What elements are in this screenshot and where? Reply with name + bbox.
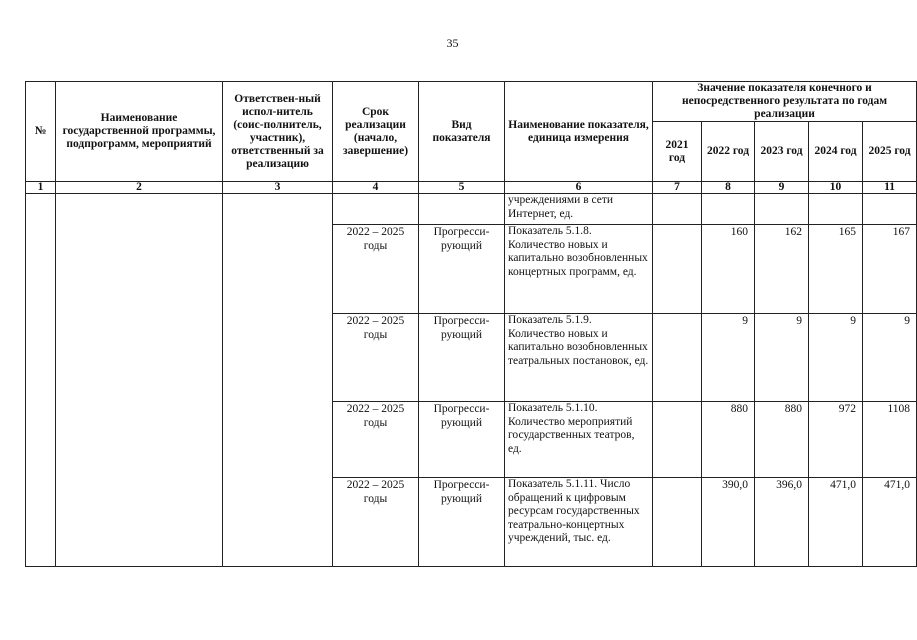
cell-program-name [56,194,223,567]
header-indicator-type: Вид показателя [419,82,505,182]
cell-value-2023: 9 [755,314,809,402]
cell-executor [223,194,333,567]
cell-indicator-name: учреждениями в сети Интернет, ед. [505,194,653,225]
cell-indicator-type: Прогресси-рующий [419,402,505,478]
cell-value-2025: 1108 [863,402,917,478]
column-number: 7 [653,182,702,194]
cell-value-2024: 165 [809,225,863,314]
cell-indicator-name: Показатель 5.1.8. Количество новых и капитально возобновленных концертных программ, ед. [505,225,653,314]
cell-indicator-type [419,194,505,225]
column-number: 3 [223,182,333,194]
cell-term: 2022 – 2025 годы [333,402,419,478]
column-number: 9 [755,182,809,194]
cell-value-2023: 396,0 [755,478,809,567]
column-number: 6 [505,182,653,194]
column-number: 2 [56,182,223,194]
cell-value-2024 [809,194,863,225]
cell-value-2025: 167 [863,225,917,314]
header-term: Срок реализации (начало, завершение) [333,82,419,182]
cell-value-2024: 471,0 [809,478,863,567]
cell-value-2024: 972 [809,402,863,478]
header-year-2024: 2024 год [809,122,863,182]
cell-value-2022: 160 [702,225,755,314]
cell-value-2023 [755,194,809,225]
header-year-2023: 2023 год [755,122,809,182]
header-values-group: Значение показателя конечного и непосредственного результата по годам реализации [653,82,917,122]
cell-indicator-type: Прогресси-рующий [419,314,505,402]
cell-value-2025: 471,0 [863,478,917,567]
column-number: 1 [26,182,56,194]
header-year-2025: 2025 год [863,122,917,182]
header-year-2022: 2022 год [702,122,755,182]
cell-value-2021 [653,402,702,478]
cell-term: 2022 – 2025 годы [333,314,419,402]
cell-value-2021 [653,225,702,314]
cell-value-2024: 9 [809,314,863,402]
header-executor: Ответствен-ный испол-нитель (соис-полнитель, участник), ответственный за реализацию [223,82,333,182]
column-number: 5 [419,182,505,194]
cell-value-2023: 880 [755,402,809,478]
cell-value-2022: 880 [702,402,755,478]
page-number: 35 [446,36,459,50]
cell-value-2025: 9 [863,314,917,402]
header-indicator-name: Наименование показателя, единица измерения [505,82,653,182]
table-row [26,194,917,225]
column-number: 4 [333,182,419,194]
column-number: 11 [863,182,917,194]
column-number: 8 [702,182,755,194]
cell-indicator-name: Показатель 5.1.9. Количество новых и капитально возобновленных театральных постановок, ед. [505,314,653,402]
header-year-2021: 2021 год [653,122,702,182]
indicators-table [25,81,917,567]
cell-indicator-type: Прогресси-рующий [419,478,505,567]
cell-term [333,194,419,225]
cell-value-2021 [653,194,702,225]
cell-value-2021 [653,314,702,402]
cell-term: 2022 – 2025 годы [333,225,419,314]
cell-value-2022: 9 [702,314,755,402]
cell-value-2025 [863,194,917,225]
cell-indicator-name: Показатель 5.1.11. Число обращений к цифровым ресурсам государственных театрально-концертных учреждений, тыс. ед. [505,478,653,567]
cell-value-2023: 162 [755,225,809,314]
cell-number [26,194,56,567]
cell-value-2021 [653,478,702,567]
cell-value-2022 [702,194,755,225]
cell-term: 2022 – 2025 годы [333,478,419,567]
cell-indicator-name: Показатель 5.1.10. Количество мероприятий государственных театров, ед. [505,402,653,478]
cell-value-2022: 390,0 [702,478,755,567]
column-number: 10 [809,182,863,194]
header-program-name: Наименование государственной программы, подпрограмм, мероприятий [56,82,223,182]
header-number: № [26,82,56,182]
cell-indicator-type: Прогресси-рующий [419,225,505,314]
